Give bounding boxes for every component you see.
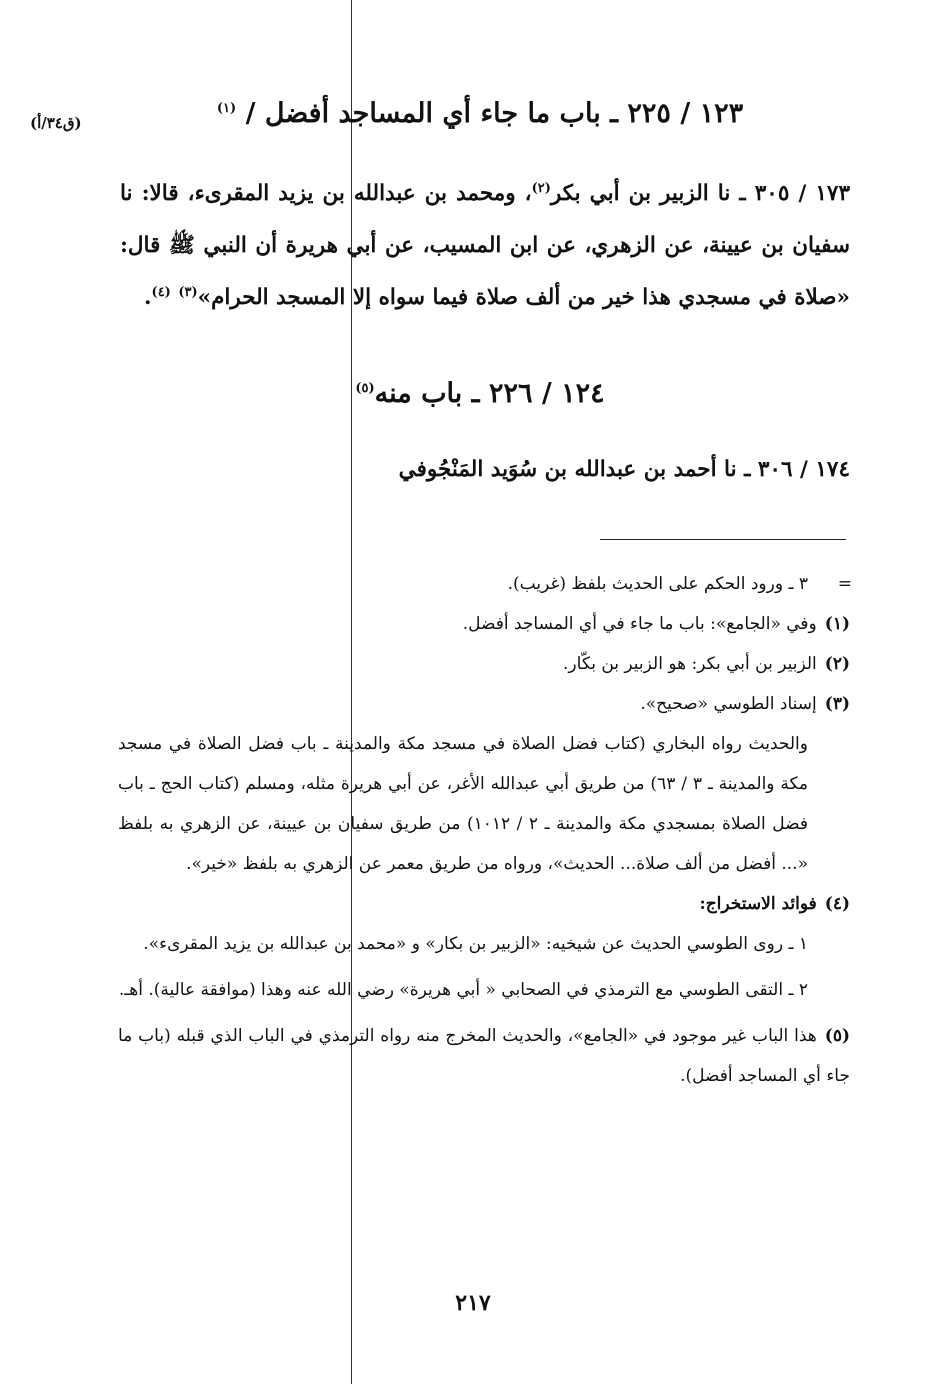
footnote-5 [118,1016,850,1096]
footnote-ref-5: (٥) [355,381,375,396]
footnote-text: الزبير بن أبي بكر: هو الزبير بن بكّار. [563,654,817,674]
footnote-3 [118,684,850,724]
footnote-ref-3: (٣) [178,284,198,300]
footnote-number: (٤) [824,894,850,914]
footnote-number: (١) [824,614,850,634]
footnote-number: (٢) [824,654,850,674]
hadith-174-text: ١٧٤ / ٣٠٦ ـ نا أحمد بن عبدالله بن سُوَيد المَنْجُوفي [398,457,850,482]
hadith-173-part2: ، ومحمد بن عبدالله بن يزيد المقرىء، قالا: نا سفيان بن عيينة، عن الزهري، عن ابن المسيب، عن أبي هريرة أن النبي ﷺ قال: «صلاة في مسجدي هذا خير من ألف صلاة فيما سواه إلا المسجد الحرام» [120,181,850,310]
footnote-3-body: والحديث رواه البخاري (كتاب فضل الصلاة في مسجد مكة والمدينة ـ باب فضل الصلاة في مسجد مكة والمدينة ـ ٣ / ٦٣) من طريق أبي عبدالله الأغر، عن أبي هريرة مثله، ومسلم (كتاب الحج ـ باب فضل الصلاة بمسجدي مكة والمدينة ـ ٢ / ١٠١٢) من طريق سفيان بن عيينة، عن الزهري به بلفظ «... أفضل من ألف صلاة... الحديث»، ورواه من طريق معمر عن الزهري به بلفظ «خير». [118,734,808,874]
footnote-number: (٣) [824,694,850,714]
footnote-1 [118,604,850,644]
footnote-separator [600,539,846,540]
chapter-heading-text: ١٢٤ / ٢٢٦ ـ باب منه [374,378,605,409]
footnote-ref-2: (٢) [531,180,551,196]
chapter-heading-123 [150,98,810,129]
hadith-173-part1: ١٧٣ / ٣٠٥ ـ نا الزبير بن أبي بكر [550,181,851,206]
footnote-2 [118,644,850,684]
footnote-4-item-2: ٢ ـ التقى الطوسي مع الترمذي في الصحابي « أبي هريرة» رضي الله عنه وهذا (موافقة عالية). أهـ. [118,980,808,1000]
chapter-heading-text: ١٢٣ / ٢٢٥ ـ باب ما جاء أي المساجد أفضل / [245,98,744,129]
page-number: ٢١٧ [455,1290,491,1316]
footnote-text: وفي «الجامع»: باب ما جاء في أي المساجد أفضل. [462,614,817,634]
footnote-text: فوائد الاستخراج: [699,894,817,914]
footnote-4 [118,884,850,924]
footnote-continuation [118,564,850,604]
footnotes-section [118,564,850,1096]
continuation-mark: = [837,574,852,594]
footnote-text: إسناد الطوسي «صحيح». [640,694,817,714]
hadith-173-end: . [144,285,152,310]
footnote-4-item-1: ١ ـ روى الطوسي الحديث عن شيخيه: «الزبير بن بكار» و «محمد بن عبدالله بن يزيد المقرىء». [143,934,808,954]
footnote-continuation-text: ٣ ـ ورود الحكم على الحديث بلفظ (غريب). [507,574,808,594]
footnote-number: (٥) [824,1026,850,1046]
hadith-173-text [120,168,850,324]
footnote-ref-4: (٤) [151,284,171,300]
manuscript-folio-note: (ق٣٤/أ) [30,114,82,132]
footnote-ref-1: (١) [216,101,237,116]
chapter-heading-124 [150,378,810,409]
footnote-text: هذا الباب غير موجود في «الجامع»، والحديث المخرج منه رواه الترمذي في الباب الذي قبله (باب ما جاء أي المساجد أفضل). [118,1026,850,1086]
